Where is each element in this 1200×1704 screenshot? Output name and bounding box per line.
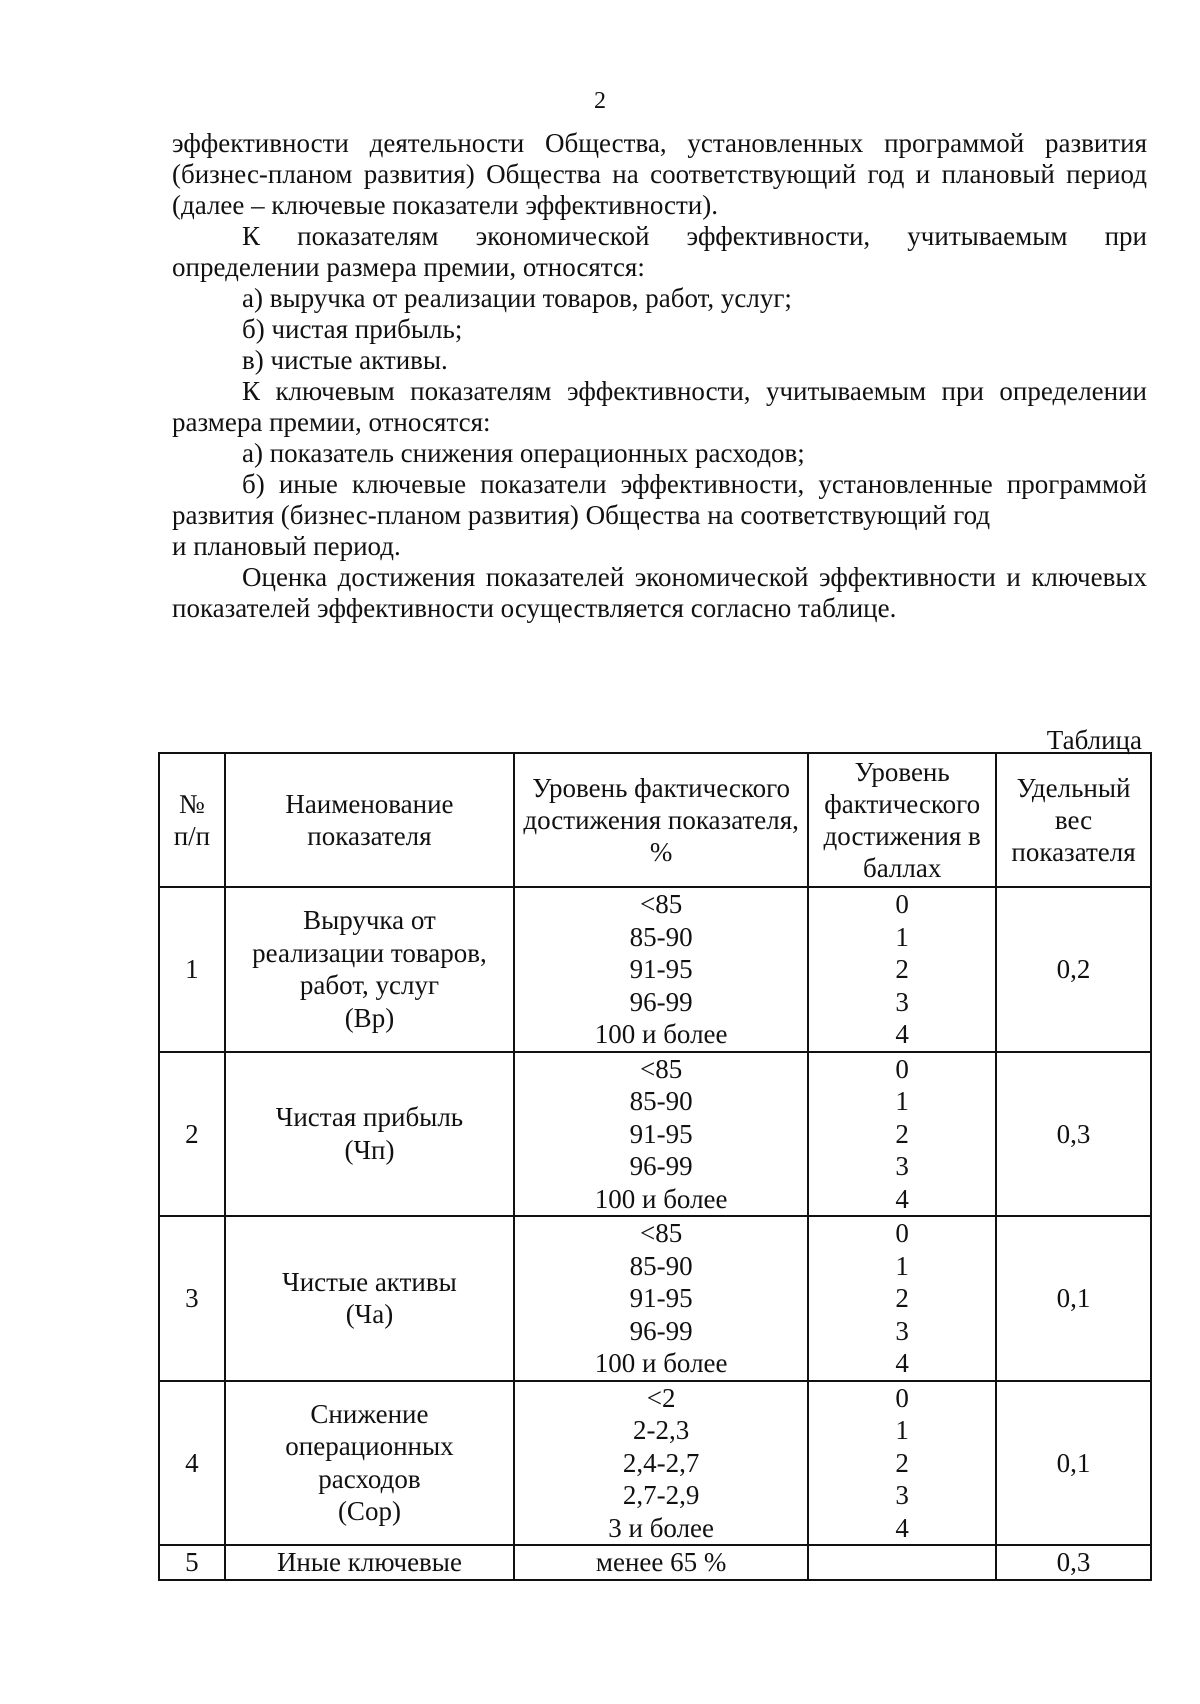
level-points-cell: [808, 1381, 996, 1546]
level-points-value: 4: [895, 1183, 909, 1214]
header-level-points: Уровень фактического достижения в баллах: [808, 753, 996, 887]
level-points-value: 2: [895, 1118, 909, 1149]
level-points-cell: [808, 1545, 996, 1580]
level-percent-value: 85-90: [629, 1250, 693, 1281]
level-percent-cell: [514, 1052, 808, 1217]
table-row: [159, 1052, 1151, 1217]
list-item: а) выручка от реализации товаров, работ, услуг;: [242, 283, 792, 313]
level-points-value: 2: [895, 1447, 909, 1478]
level-points-cell: [808, 1052, 996, 1217]
level-percent-value: 100 и более: [594, 1348, 728, 1378]
row-number-cell: 5: [159, 1545, 225, 1580]
body-text: [172, 128, 1147, 624]
indicator-name-line: реализации товаров,: [252, 937, 487, 968]
table-row: [159, 1381, 1151, 1546]
paragraph: Оценка достижения показателей экономической эффективности и ключевых показателей эффективности осуществляется согласно таблице.: [172, 562, 1147, 623]
paragraph: эффективности деятельности Общества, установленных программой развития (бизнес-планом развития) Общества на соответствующий год и плановый период (далее – ключевые показатели эффективности).: [172, 128, 1147, 220]
level-points-value: 1: [895, 921, 909, 952]
indicator-name-line: (Сор): [337, 1496, 401, 1527]
level-percent-value: 91-95: [629, 1283, 693, 1313]
level-percent-cell: [514, 1545, 808, 1580]
table-row: [159, 887, 1151, 1052]
table-caption: Таблица: [1046, 725, 1142, 755]
level-percent-cell: [514, 887, 808, 1052]
table-row: [159, 1545, 1151, 1580]
level-points-value: 0: [895, 1382, 909, 1413]
level-points-value: 1: [895, 1415, 909, 1445]
level-points-value: 0: [895, 889, 909, 919]
level-percent-value: 96-99: [629, 1151, 693, 1181]
list-item: б) чистая прибыль;: [242, 314, 463, 344]
header-level-percent: Уровень фактического достижения показателя, %: [514, 753, 808, 887]
level-percent-value: <85: [640, 889, 683, 919]
level-percent-value: 100 и более: [594, 1183, 728, 1214]
level-points-value: 0: [895, 1218, 909, 1248]
indicator-name-line: расходов: [318, 1463, 421, 1494]
paragraph: б) иные ключевые показатели эффективности, установленные программой развития (бизнес-планом развития) Общества на соответствующий год: [172, 469, 1147, 530]
header-weight: Удельный вес показателя: [996, 753, 1151, 887]
level-percent-value: 2,7-2,9: [622, 1480, 700, 1510]
indicator-name-line: работ, услуг: [299, 970, 440, 1001]
indicator-name-line: Чистые активы: [282, 1266, 457, 1297]
level-points-value: 2: [895, 1283, 909, 1313]
row-number-cell: 3: [159, 1216, 225, 1381]
level-points-value: 3: [895, 1315, 909, 1346]
indicator-name-line: Чистая прибыль: [275, 1102, 464, 1133]
level-points-value: 0: [895, 1053, 909, 1084]
table-header-row: [159, 753, 1151, 887]
weight-cell: 0,3: [996, 1545, 1151, 1580]
indicator-name-line: Иные ключевые: [276, 1547, 462, 1577]
row-number-cell: 4: [159, 1381, 225, 1546]
level-points-cell: [808, 887, 996, 1052]
weight-cell: 0,1: [996, 1381, 1151, 1546]
level-percent-value: 2-2,3: [633, 1415, 690, 1445]
level-points-value: 1: [895, 1086, 909, 1116]
level-percent-value: <85: [640, 1053, 683, 1084]
indicator-name-cell: [225, 1216, 514, 1381]
table-row: [159, 1216, 1151, 1381]
level-points-value: 3: [895, 1480, 909, 1510]
list-item: в) чистые активы.: [242, 345, 448, 375]
level-percent-value: 2,4-2,7: [622, 1447, 700, 1478]
level-points-value: 4: [895, 1512, 909, 1543]
indicator-name-line: (Ча): [345, 1299, 394, 1330]
indicators-table: [158, 752, 1152, 1581]
level-points-value: 4: [895, 1348, 909, 1378]
level-points-value: 2: [895, 954, 909, 984]
level-percent-cell: [514, 1381, 808, 1546]
level-points-value: 3: [895, 986, 909, 1017]
level-percent-cell: [514, 1216, 808, 1381]
list-item: а) показатель снижения операционных расходов;: [242, 438, 805, 468]
paragraph: и плановый период.: [172, 531, 401, 561]
paragraph: К ключевым показателям эффективности, учитываемым при определении размера премии, относятся:: [172, 376, 1147, 437]
level-points-value: 3: [895, 1151, 909, 1181]
indicator-name-cell: [225, 887, 514, 1052]
indicator-name-line: Снижение: [310, 1398, 429, 1429]
weight-cell: 0,2: [996, 887, 1151, 1052]
row-number-cell: 2: [159, 1052, 225, 1217]
level-percent-value: <85: [640, 1218, 683, 1248]
weight-cell: 0,3: [996, 1052, 1151, 1217]
level-percent-value: 91-95: [629, 1118, 693, 1149]
level-points-cell: [808, 1216, 996, 1381]
indicator-name-cell: [225, 1381, 514, 1546]
paragraph: К показателям экономической эффективности, учитываемым при определении размера премии, относятся:: [172, 221, 1147, 282]
page-number: 2: [594, 88, 606, 114]
level-percent-value: 96-99: [629, 1315, 693, 1346]
level-points-value: 1: [895, 1250, 909, 1281]
header-name: Наименование показателя: [225, 753, 514, 887]
indicator-name-cell: [225, 1545, 514, 1580]
level-percent-value: 91-95: [629, 954, 693, 984]
indicator-name-line: операционных: [285, 1431, 454, 1462]
indicator-name-line: (Чп): [344, 1134, 395, 1165]
row-number-cell: 1: [159, 887, 225, 1052]
level-percent-value: 3 и более: [608, 1512, 715, 1543]
weight-cell: 0,1: [996, 1216, 1151, 1381]
level-percent-value: 100 и более: [594, 1019, 728, 1049]
indicator-name-cell: [225, 1052, 514, 1217]
level-percent-value: 85-90: [629, 921, 693, 952]
header-number: № п/п: [159, 753, 225, 887]
level-percent-value: <2: [646, 1382, 676, 1413]
indicator-name-line: (Вр): [344, 1002, 395, 1033]
level-percent-value: менее 65 %: [595, 1547, 727, 1577]
level-points-value: 4: [895, 1019, 909, 1049]
indicator-name-line: Выручка от: [303, 905, 436, 936]
level-percent-value: 96-99: [629, 986, 693, 1017]
level-percent-value: 85-90: [629, 1086, 693, 1116]
